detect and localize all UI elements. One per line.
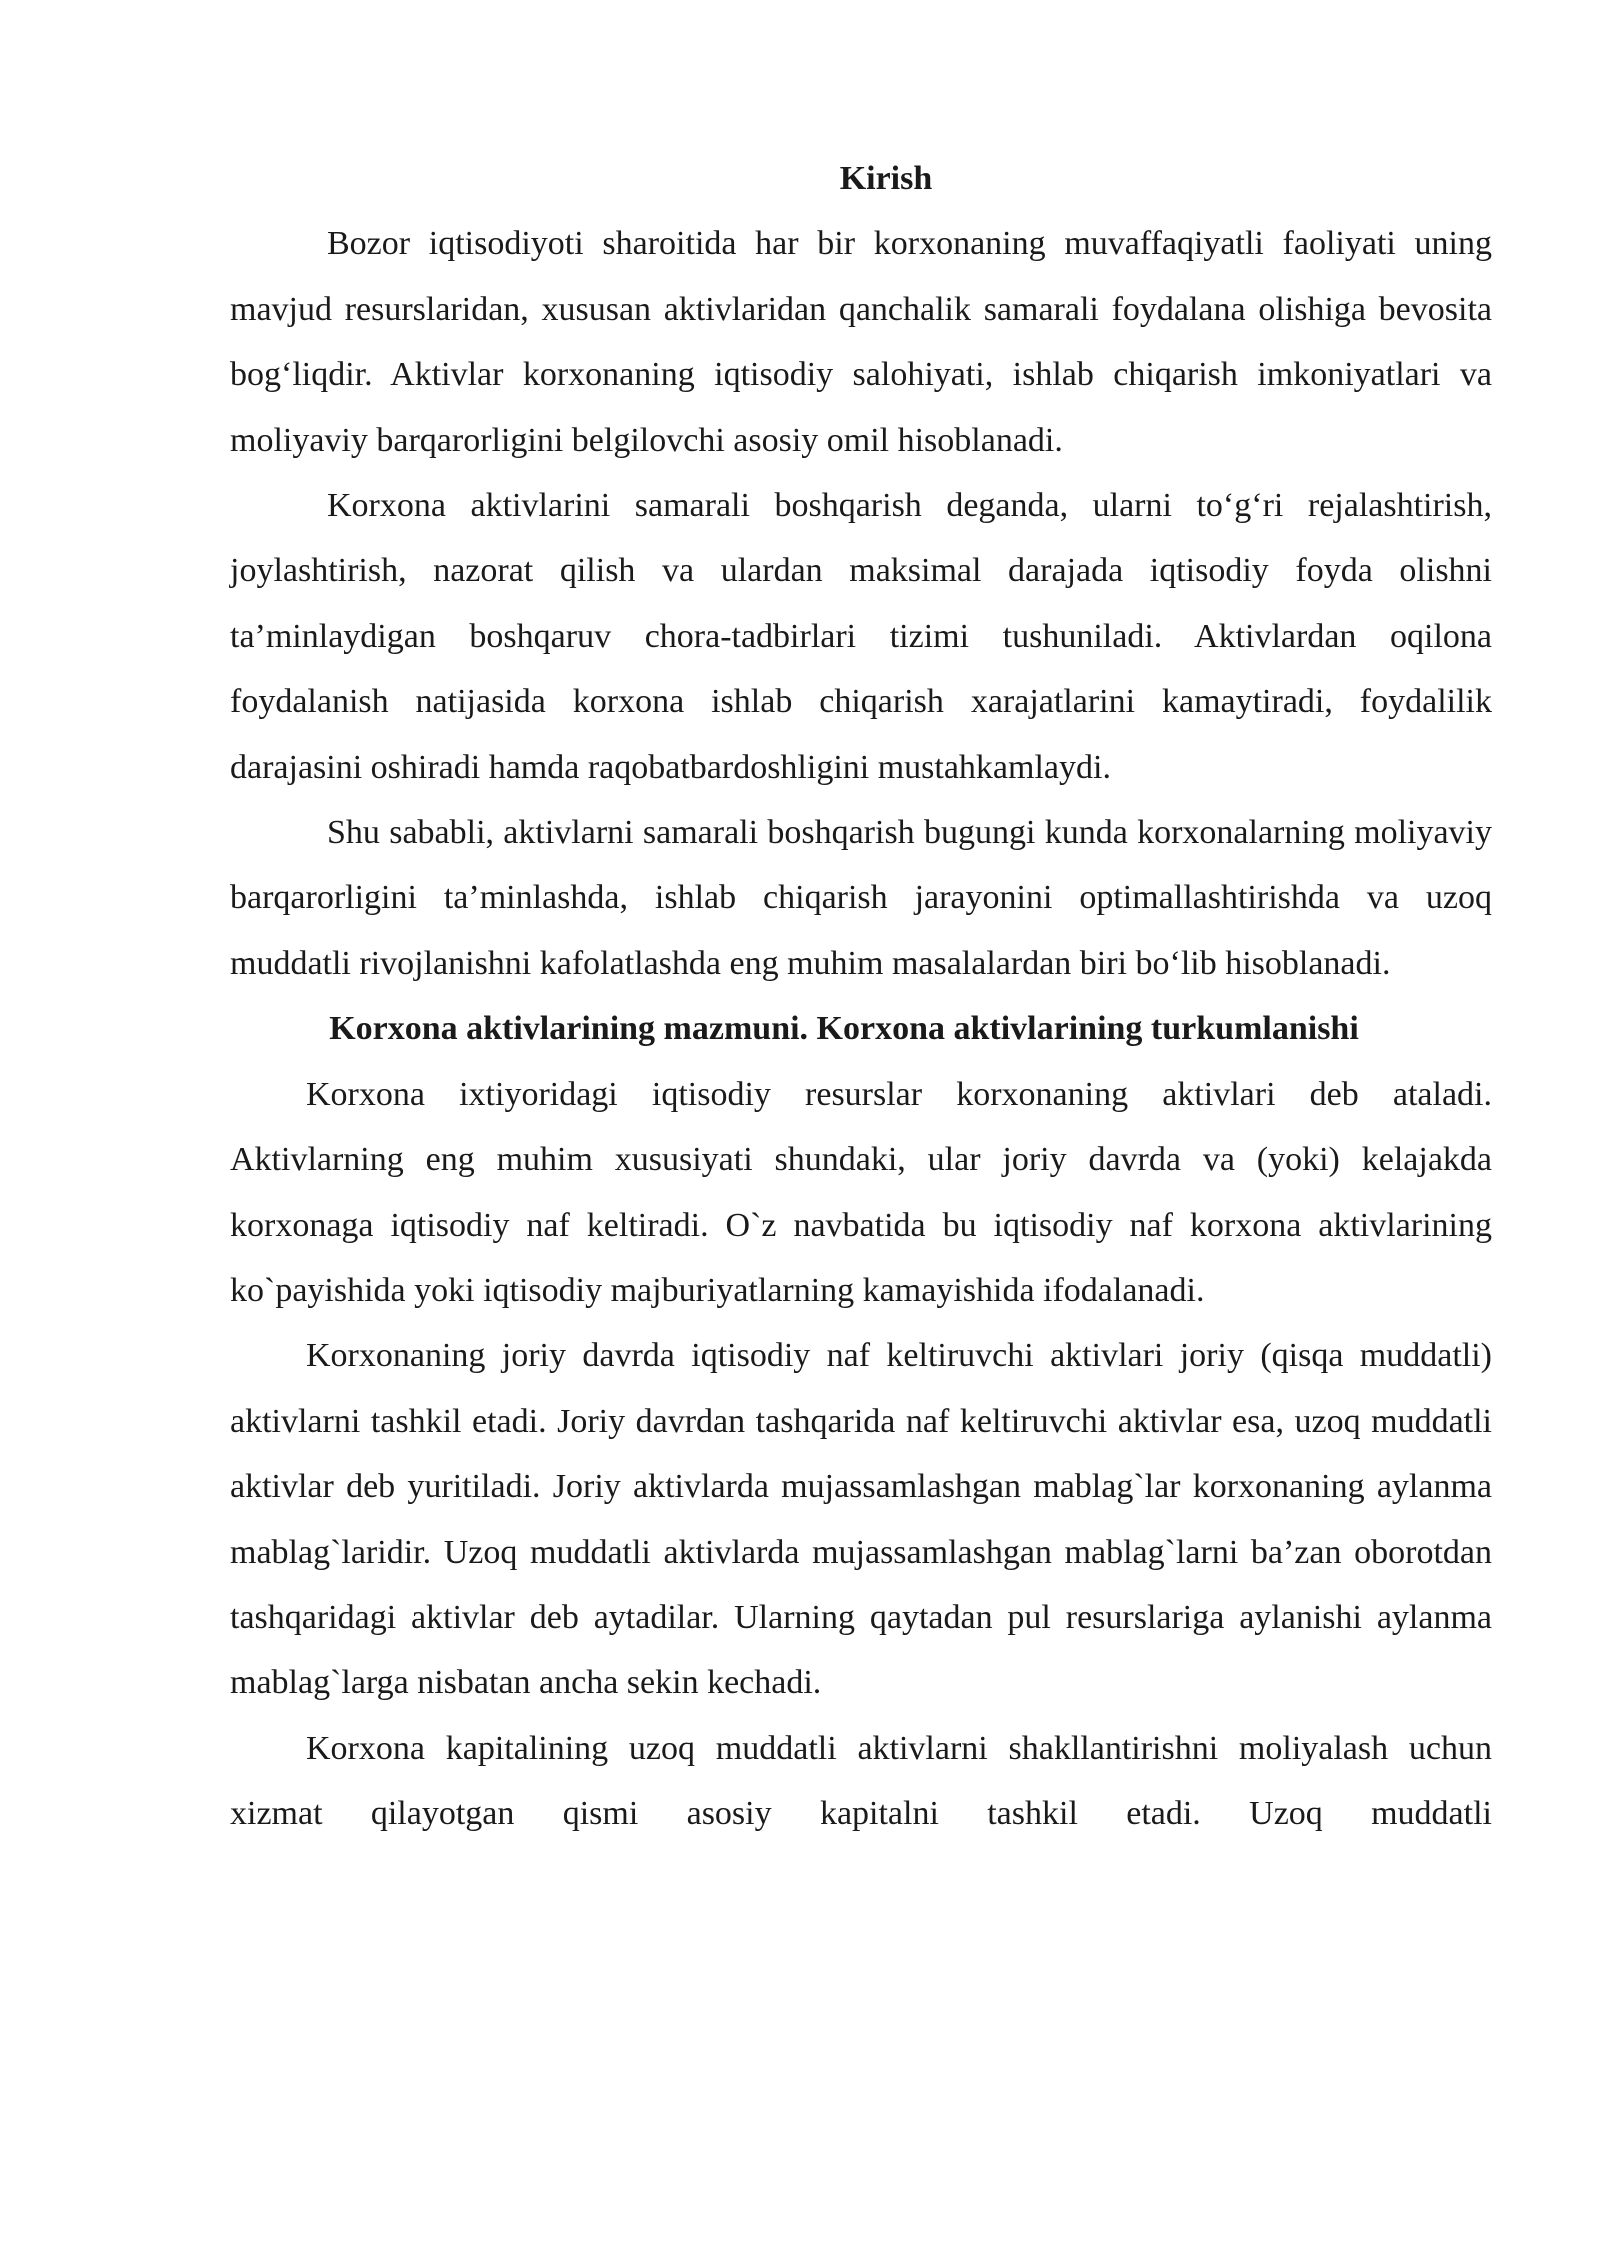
intro-paragraph: Bozor iqtisodiyoti sharoitida har bir korxonaning muvaffaqiyatli faoliyati uning mavjud resurslaridan, xususan aktivlaridan qanchalik samarali foydalana olishiga bevosita bog‘liqdir. Aktivlar korxonaning iqtisodiy salohiyati, ishlab chiqarish imkoniyatlari va moliyaviy barqarorligini belgilovchi asosiy omil hisoblanadi. <box>230 225 1492 459</box>
intro-paragraph: Shu sababli, aktivlarni samarali boshqarish bugungi kunda korxonalarning moliyaviy barqarorligini ta’minlashda, ishlab chiqarish jarayonini optimallashtirishda va uzoq muddatli rivojlanishni kafolatlashda eng muhim masalalardan biri bo‘lib hisoblanadi. <box>230 814 1492 982</box>
page-title: Kirish <box>839 160 933 197</box>
section-paragraph: Korxona ixtiyoridagi iqtisodiy resurslar korxonaning aktivlari deb ataladi. Aktivlarning eng muhim xususiyati shundaki, ular joriy davrda va (yoki) kelajakda korxonaga iqtisodiy naf keltiradi. O`z navbatida bu iqtisodiy naf korxona aktivlarining ko`payishida yoki iqtisodiy majburiyatlarning kamayishida ifodalanadi. <box>230 1075 1492 1309</box>
document-body <box>230 146 1492 1847</box>
section-heading: Korxona aktivlarining mazmuni. Korxona aktivlarining turkumlanishi <box>329 1010 1359 1048</box>
section-paragraph: Korxonaning joriy davrda iqtisodiy naf keltiruvchi aktivlari joriy (qisqa muddatli) aktivlarni tashkil etadi. Joriy davrdan tashqarida naf keltiruvchi aktivlar esa, uzoq muddatli aktivlar deb yuritiladi. Joriy aktivlarda mujassamlashgan mablag`lar korxonaning aylanma mablag`laridir. Uzoq muddatli aktivlarda mujassamlashgan mablag`larni ba’zan oborotdan tashqaridagi aktivlar deb aytadilar. Ularning qaytadan pul resurslariga aylanishi aylanma mablag`larga nisbatan ancha sekin kechadi. <box>230 1337 1492 1702</box>
section-paragraph: Korxona kapitalining uzoq muddatli aktivlarni shakllantirishni moliyalash uchun xizmat qilayotgan qismi asosiy kapitalni tashkil etadi. Uzoq muddatli <box>230 1729 1492 1833</box>
intro-paragraph: Korxona aktivlarini samarali boshqarish deganda, ularni to‘g‘ri rejalashtirish, joylashtirish, nazorat qilish va ulardan maksimal darajada iqtisodiy foyda olishni ta’minlaydigan boshqaruv chora-tadbirlari tizimi tushuniladi. Aktivlardan oqilona foydalanish natijasida korxona ishlab chiqarish xarajatlarini kamaytiradi, foydalilik darajasini oshiradi hamda raqobatbardoshligini mustahkamlaydi. <box>230 487 1492 786</box>
